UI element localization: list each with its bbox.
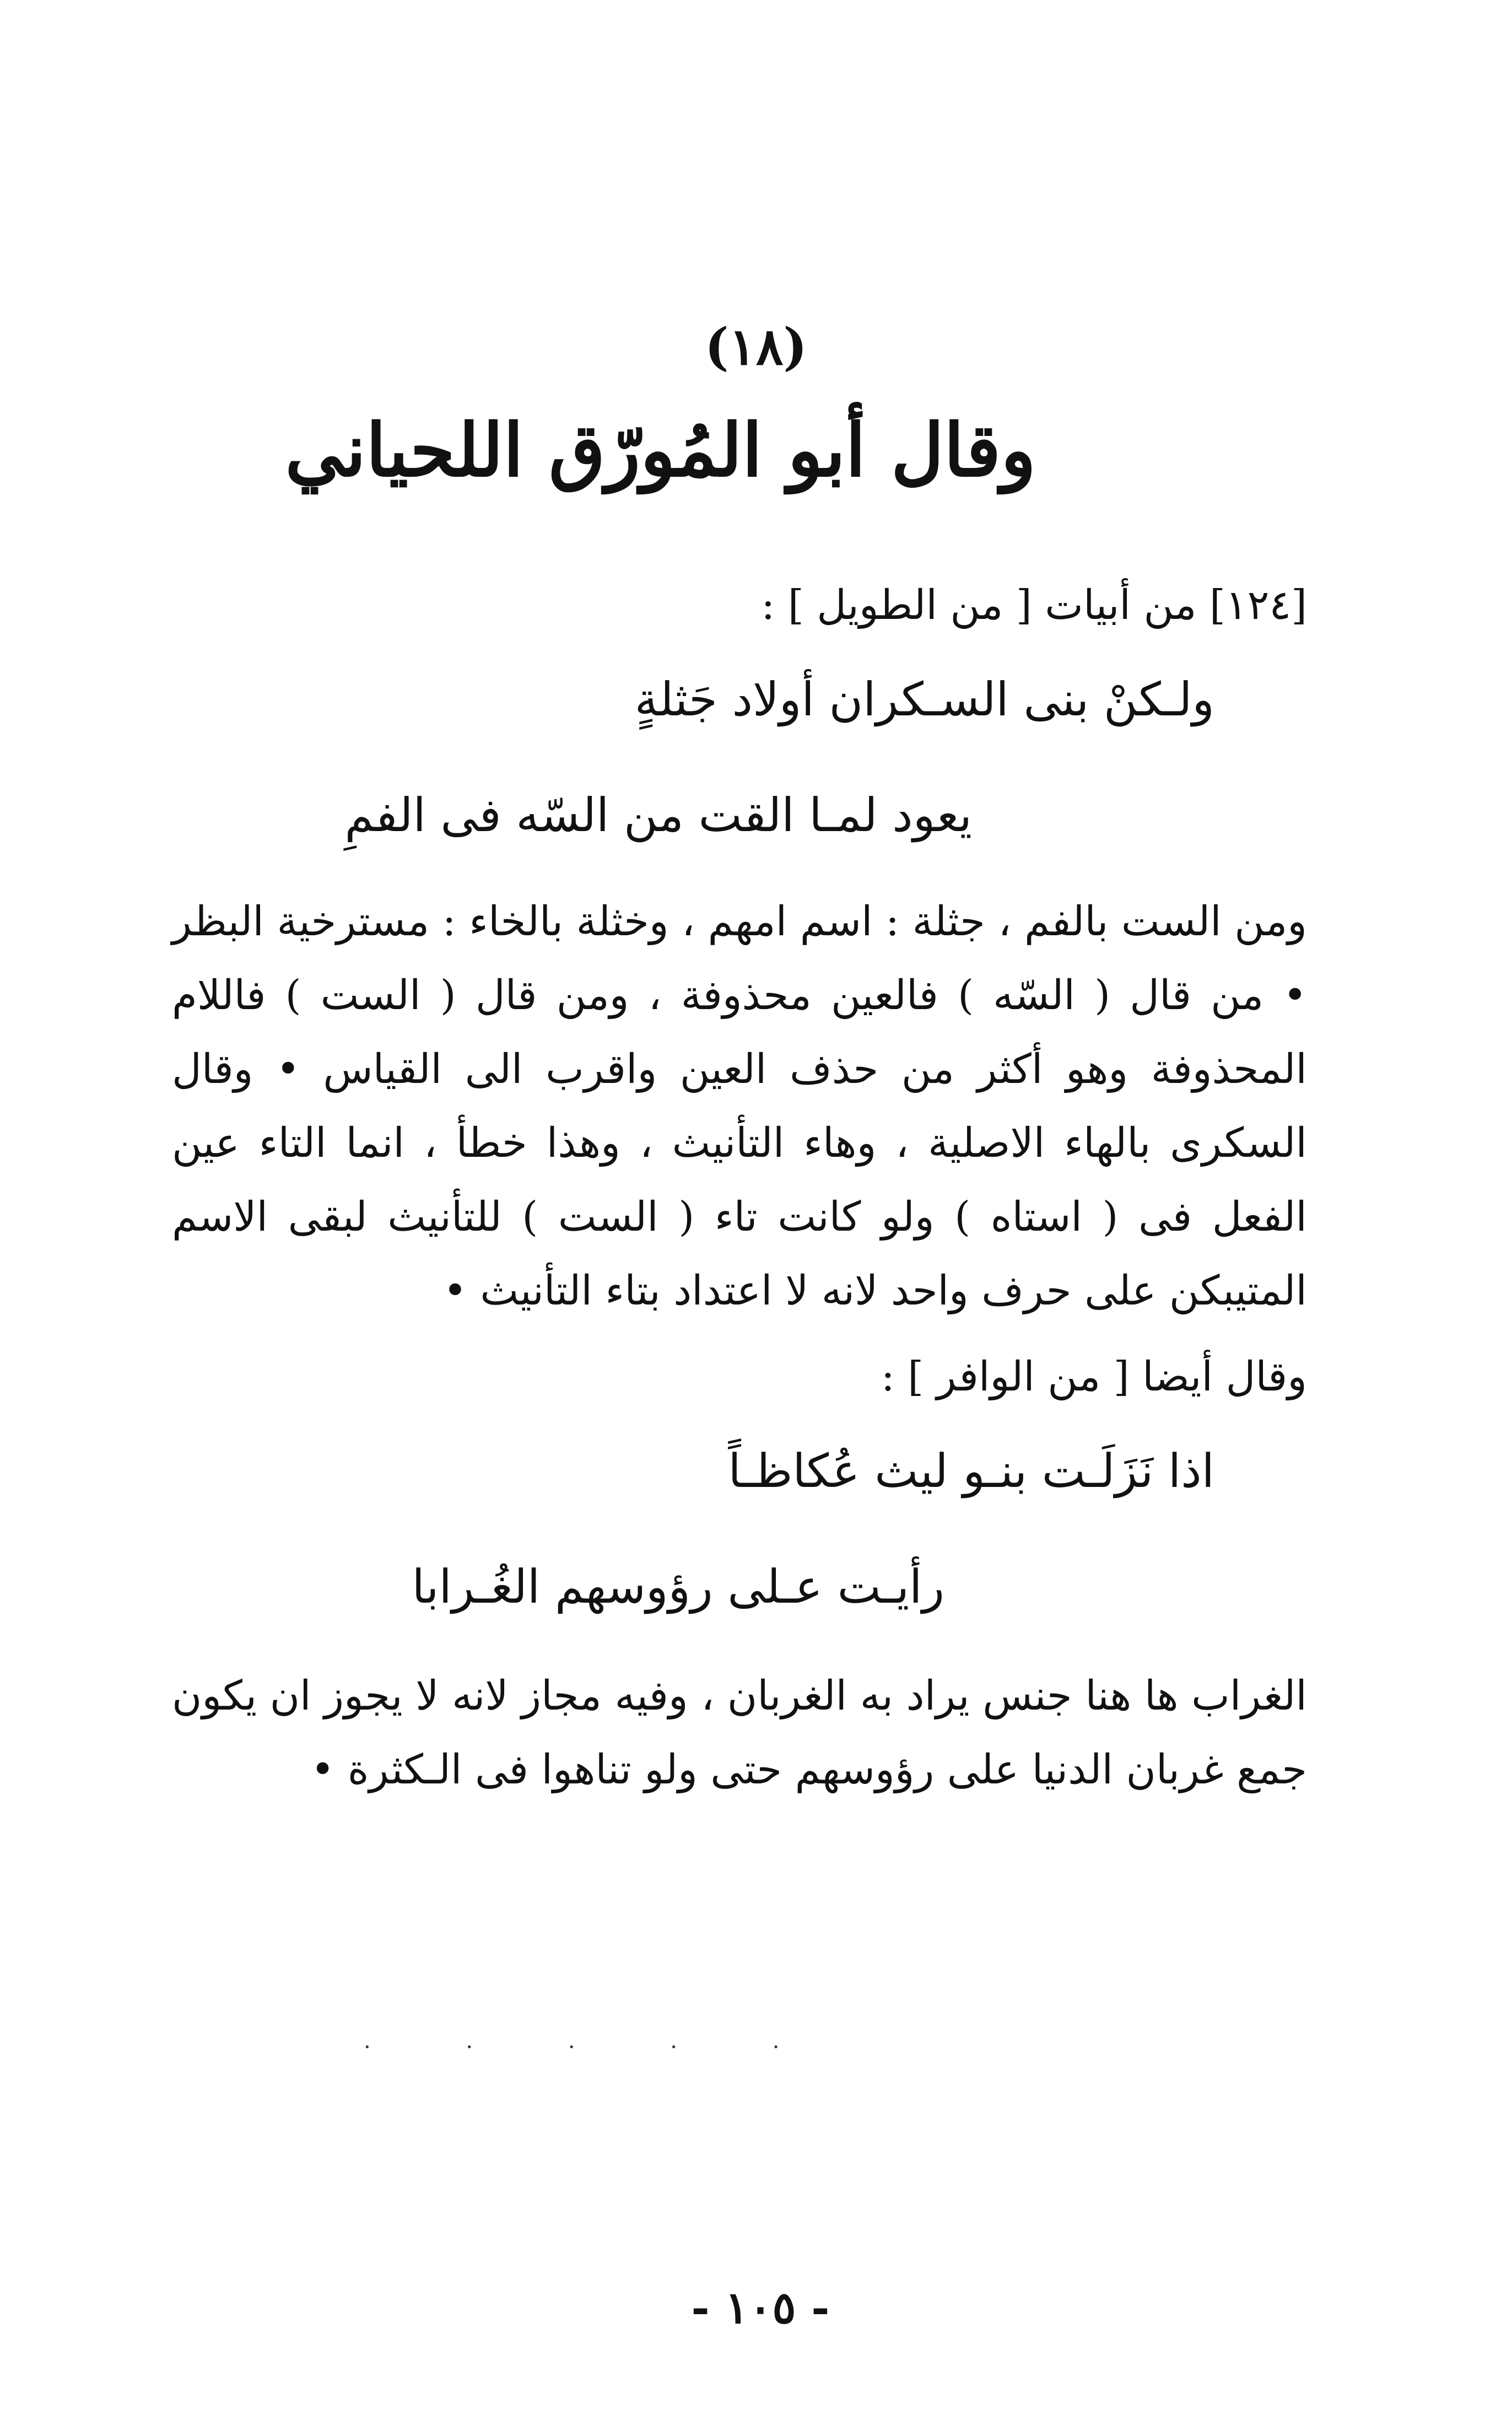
page-number: - ١٠٥ - xyxy=(691,2282,830,2333)
section1-verse-second: يعود لمـا القت من السّه فى الفمِ xyxy=(344,788,972,842)
section2-intro: وقال أيضا [ من الوافر ] : xyxy=(881,1353,1307,1400)
poem-title: وقال أبو المُورّق اللحياني xyxy=(285,408,1036,493)
poem-number: (١٨) xyxy=(705,317,807,376)
section1-commentary: ومن الست بالفم ، جثلة : اسم امهم ، وخثلة بالخاء : مسترخية البظر • من قال ( السّه ) فالعين محذوفة ، ومن قال ( الست ) فاللام المحذوفة وهو أكثر من حذف العين واقرب الى القياس • وقال السكرى بالهاء الاصلية ، وهاء التأنيث ، وهذا خطأ ، انما التاء عين الفعل فى ( استاه ) ولو كانت تاء ( الست ) للتأنيث لبقى الاسم المتيبكن على حرف واحد لانه لا اعتداد بتاء التأنيث • xyxy=(172,898,1307,1314)
section1-intro: [١٢٤] من أبيات [ من الطويل ] : xyxy=(761,581,1307,629)
section2-commentary: الغراب ها هنا جنس يراد به الغربان ، وفيه مجاز لانه لا يجوز ان يكون جمع غربان الدنيا على رؤوسهم حتى ولو تناهوا فى الـكثرة • xyxy=(172,1672,1307,1793)
section2-verse-first: اذا نَزَلَـت بنـو ليث عُكاظـاً xyxy=(728,1444,1214,1498)
section2-verse-second: رأيـت عـلى رؤوسهم الغُـرابا xyxy=(412,1560,944,1614)
section1-verse-first: ولـكنْ بنى السـكران أولاد جَثلةٍ xyxy=(634,672,1214,726)
separator-dots: . . . . . xyxy=(364,2028,824,2053)
